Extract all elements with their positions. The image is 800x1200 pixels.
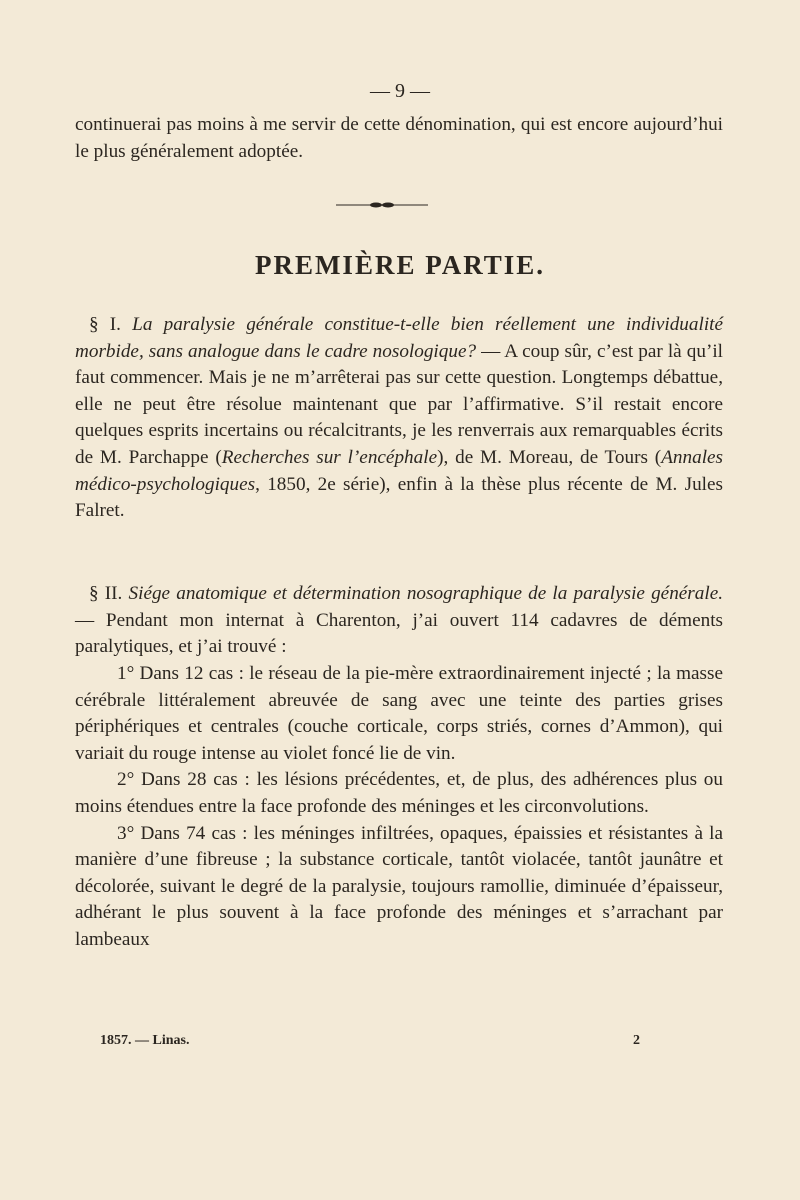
printer-signature: 1857. — Linas. bbox=[100, 1033, 190, 1048]
page-number: — 9 — bbox=[370, 80, 430, 102]
section-1-body-c: , 1850, 2e série), enfin à la thèse plus récente de M. Jules Falret. bbox=[75, 473, 723, 522]
section-1-mark: § I. bbox=[89, 314, 121, 335]
section-2-mark: § II. bbox=[89, 583, 123, 604]
findings-list bbox=[75, 661, 723, 954]
finding-2: 2° Dans 28 cas : les lésions précédentes, et, de plus, des adhérences plus ou moins étendues entre la face profonde des méninges et les circonvolutions. bbox=[75, 769, 723, 817]
finding-3: 3° Dans 74 cas : les méninges infiltrées, opaques, épaissies et résistantes à la manière d’une fibreuse ; la substance corticale, tantôt violacée, tantôt jaunâtre et décolorée, suivant le degré de la paralysie, toujours ramollie, diminuée d’épaisseur, adhérant le plus souvent à la face profonde des méninges et s’arrachant par lambeaux bbox=[75, 822, 723, 950]
section-1-title: La paralysie générale constitue-t-elle bien réellement une individualité morbide, sans analogue dans le cadre nosologique? bbox=[75, 314, 724, 362]
intro-text: continuerai pas moins à me servir de cette dénomination, qui est encore aujourd’hui le plus généralement adoptée. bbox=[75, 114, 723, 162]
section-1-body-a: — A coup sûr, c’est par là qu’il faut commencer. Mais je ne m’arrêterai pas sur cette question. Longtemps débattue, elle ne peut être résolue maintenant que par l’affirmative. S’il restait encore quelques esprits incertains ou récalcitrants, je les renverrais aux remarquables écrits de M. Parchappe ( bbox=[75, 340, 723, 468]
finding-1: 1° Dans 12 cas : le réseau de la pie-mère extraordinairement injecté ; la masse cérébrale littéralement abreuvée de sang avec une teinte des parties grises périphériques et centrales (couche corticale, corps striés, cornes d’Ammon), qui variait du rouge intense au violet foncé lie de vin. bbox=[75, 663, 723, 764]
section-2-title: Siége anatomique et détermination nosographique de la paralysie générale. bbox=[128, 583, 724, 604]
intro-paragraph bbox=[75, 112, 723, 165]
page-footer bbox=[100, 1033, 640, 1049]
section-1-body-b: ), de M. Moreau, de Tours ( bbox=[437, 446, 662, 468]
part-heading: PREMIÈRE PARTIE. bbox=[254, 250, 546, 280]
section-1 bbox=[75, 312, 723, 525]
reference-annales: Annales médico-psychologiques bbox=[75, 446, 724, 495]
section-2-body: — Pendant mon internat à Charenton, j’ai ouvert 114 cadavres de déments paralytiques, et j’ai trouvé : bbox=[75, 609, 723, 658]
section-2 bbox=[75, 581, 723, 661]
reference-parchappe: Recherches sur l’encéphale bbox=[221, 446, 438, 468]
ornament-divider bbox=[336, 202, 428, 208]
sheet-number: 2 bbox=[633, 1033, 640, 1048]
